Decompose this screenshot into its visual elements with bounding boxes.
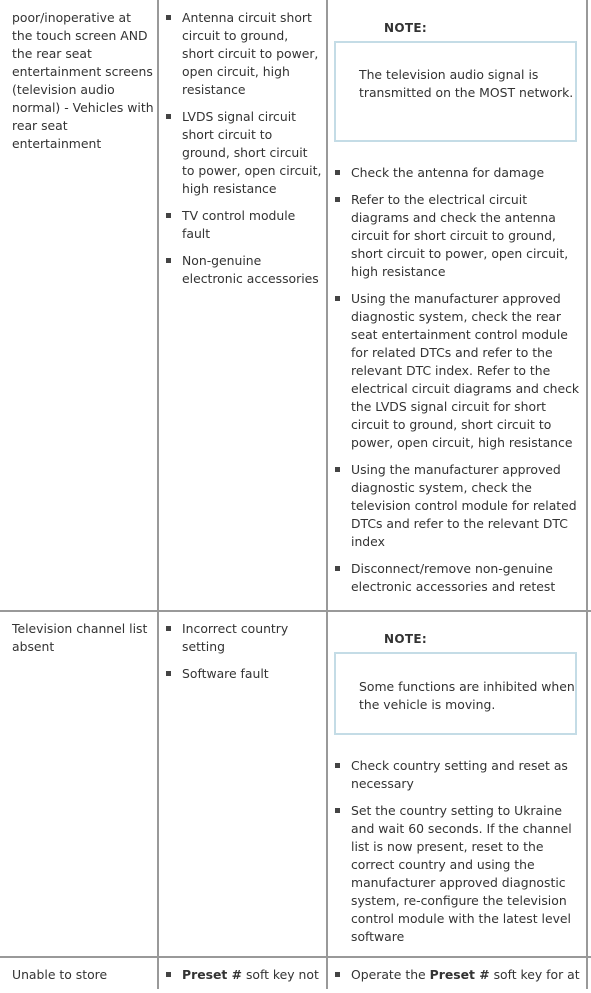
- symptom-cell: Television channel list absent: [12, 621, 148, 654]
- action-item: Disconnect/remove non-genuine electronic accessories and retest: [334, 560, 584, 596]
- symptom-cell: poor/inoperative at the touch screen AND the rear seat entertainment screens (television audio normal) - Vehicles with rear seat entertainment: [12, 10, 154, 151]
- cause-item: Antenna circuit short circuit to ground, short circuit to power, open circuit, high resistance: [165, 9, 323, 99]
- action-text: Operate the: [351, 967, 430, 982]
- column-divider: [326, 0, 328, 989]
- preset-key-label: Preset #: [182, 967, 242, 982]
- action-item: Set the country setting to Ukraine and wait 60 seconds. If the channel list is now present, reset to the correct country and using the manufacturer approved diagnostic system, re-configure the television control module with the latest level software: [334, 802, 584, 946]
- action-item: Check the antenna for damage: [334, 164, 584, 182]
- cause-text: soft key not: [242, 967, 319, 982]
- row-divider: [0, 610, 591, 612]
- causes-cell: [165, 9, 323, 297]
- column-divider: [157, 0, 159, 989]
- symptom-cell: Unable to store: [12, 967, 108, 982]
- cause-item: [165, 966, 323, 984]
- note-text: Some functions are inhibited when the vehicle is moving.: [359, 679, 575, 712]
- causes-cell: [165, 620, 323, 692]
- cause-item: TV control module fault: [165, 207, 323, 243]
- cause-item: Incorrect country setting: [165, 620, 323, 656]
- action-item: Check country setting and reset as necessary: [334, 757, 584, 793]
- cause-item: Non-genuine electronic accessories: [165, 252, 323, 288]
- preset-key-label: Preset #: [429, 967, 490, 982]
- action-item: Using the manufacturer approved diagnostic system, check the television control module for related DTCs and refer to the relevant DTC index: [334, 461, 584, 551]
- action-item: Refer to the electrical circuit diagrams and check the antenna circuit for short circuit to ground, short circuit to power, open circuit, high resistance: [334, 191, 584, 281]
- action-item: Using the manufacturer approved diagnostic system, check the rear seat entertainment control module for related DTCs and refer to the relevant DTC index. Refer to the electrical circuit diagrams and check the LVDS signal circuit for short circuit to ground, short circuit to power, open circuit, high resistance: [334, 290, 584, 452]
- note-text: The television audio signal is transmitted on the MOST network.: [359, 67, 574, 100]
- note-box: [334, 41, 577, 142]
- action-text: soft key for at: [489, 967, 580, 982]
- row-divider: [0, 956, 591, 958]
- cause-item: LVDS signal circuit short circuit to ground, short circuit to power, open circuit, high resistance: [165, 108, 323, 198]
- actions-cell: [334, 757, 584, 955]
- cause-item: Software fault: [165, 665, 323, 683]
- note-label: NOTE:: [384, 632, 427, 646]
- note-label: NOTE:: [384, 21, 427, 35]
- note-box: [334, 652, 577, 735]
- table-right-border: [586, 0, 588, 989]
- actions-cell: [334, 164, 584, 605]
- action-item: [334, 966, 584, 984]
